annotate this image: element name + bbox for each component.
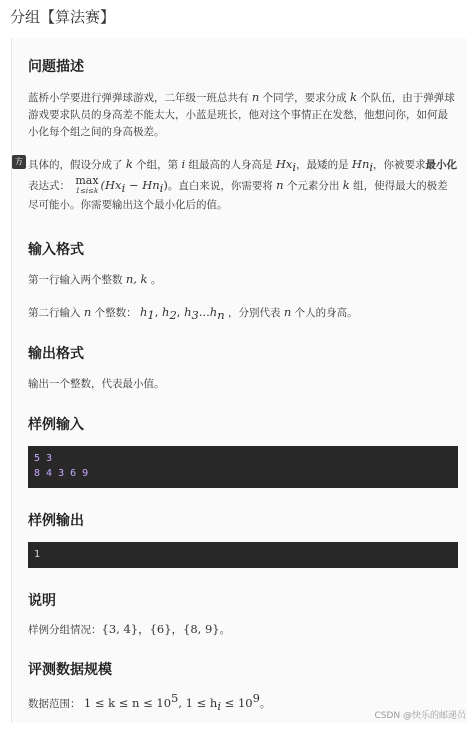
input-line-1: 第一行输入两个整数 n, k 。	[28, 272, 162, 286]
description-paragraph-1: 蓝桥小学要进行弹弹球游戏，二年级一班总共有 n 个同学，要求分成 k 个队伍，由于弹弹球游戏要求队员的身高差不能太大，小蓝是班长，他对这个事情正在发愁，他想问你，如何最小化每个组之间的身高极差。	[28, 90, 455, 138]
input-line-2: 第二行输入 n 个整数： $h_1$, $h_2$, $h_3...h_n$ ，分别代表 n 个人的身高。	[28, 305, 358, 322]
description-paragraph-2: 具体的，假设分成了 k 个组，第 i 组最高的人身高是 $Hx_i$，最矮的是 $Hn_i$，你被要求最小化表达式： max 1≤i≤k $(Hx_i - Hn_i)$。直白来说，你需要将 n 个元素分出 k 组，使得最大的极差尽可能小。你需要输出这个最小化后的值。	[28, 157, 458, 211]
explanation-heading: 说明	[28, 593, 56, 609]
data-scale-heading: 评测数据规模	[28, 662, 112, 678]
problem-panel	[11, 38, 467, 723]
description-heading: 问题描述	[28, 59, 84, 75]
output-format-heading: 输出格式	[28, 346, 84, 362]
sample-input-heading: 样例输入	[28, 417, 84, 433]
csdn-watermark: CSDN @快乐的邮递员	[374, 711, 466, 721]
explanation-text: 样例分组情况：{3, 4}，{6}，{8, 9}。	[28, 622, 231, 636]
side-tab[interactable]: 方	[12, 155, 26, 169]
sample-input-code[interactable]: 5 3 8 4 3 6 9	[28, 446, 458, 488]
sample-output-code[interactable]: 1	[28, 542, 458, 568]
page-title: 分组【算法赛】	[10, 8, 116, 26]
output-description: 输出一个整数，代表最小值。	[28, 378, 165, 390]
input-format-heading: 输入格式	[28, 242, 84, 258]
sample-output-heading: 样例输出	[28, 513, 84, 529]
data-scale-text: 数据范围： $1 \le k \le n \le 10^5$, $1 \le h_i \le 10^9$。	[28, 691, 271, 713]
